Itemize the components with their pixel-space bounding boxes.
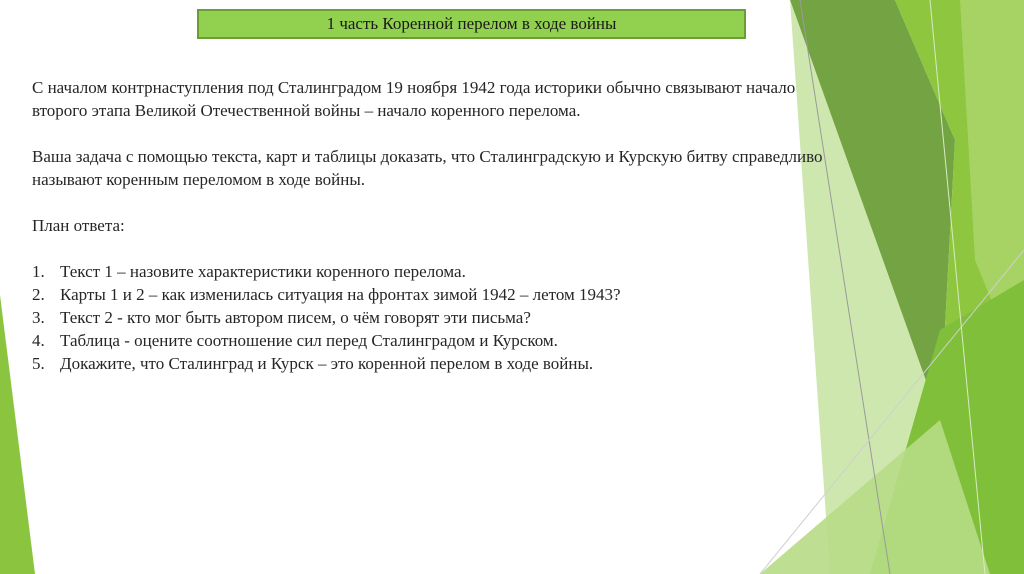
plan-item-number: 2. <box>32 285 45 304</box>
intro-line-2: второго этапа Великой Отечественной войны – начало коренного перелома. <box>32 101 581 120</box>
intro-line-1: С началом контрнаступления под Сталинградом 19 ноября 1942 года историки обычно связывают начало <box>32 78 796 97</box>
slide-content <box>32 76 912 375</box>
plan-item <box>32 306 912 329</box>
slide-title: 1 часть Коренной перелом в ходе войны <box>326 14 617 33</box>
plan-heading: План ответа: <box>32 216 125 235</box>
slide-title-box <box>197 9 746 39</box>
task-line-2: называют коренным переломом в ходе войны. <box>32 170 366 189</box>
plan-item-number: 5. <box>32 354 45 373</box>
plan-list <box>32 260 912 375</box>
plan-item-number: 1. <box>32 262 45 281</box>
task-line-1: Ваша задача с помощью текста, карт и таблицы доказать, что Сталинградскую и Курскую битву справедливо <box>32 147 823 166</box>
plan-item-text: Текст 1 – назовите характеристики коренного перелома. <box>60 262 466 281</box>
plan-item <box>32 283 912 306</box>
plan-item-number: 3. <box>32 308 45 327</box>
spacer <box>32 191 912 214</box>
spacer <box>32 237 912 260</box>
plan-item-text: Текст 2 - кто мог быть автором писем, о чём говорят эти письма? <box>60 308 531 327</box>
spacer <box>32 122 912 145</box>
plan-item <box>32 329 912 352</box>
plan-item <box>32 352 912 375</box>
left-green-strip <box>0 295 35 574</box>
plan-item <box>32 260 912 283</box>
plan-item-text: Карты 1 и 2 – как изменилась ситуация на фронтах зимой 1942 – летом 1943? <box>60 285 621 304</box>
plan-item-text: Докажите, что Сталинград и Курск – это коренной перелом в ходе войны. <box>60 354 594 373</box>
plan-item-number: 4. <box>32 331 45 350</box>
plan-item-text: Таблица - оцените соотношение сил перед Сталинградом и Курском. <box>60 331 558 350</box>
